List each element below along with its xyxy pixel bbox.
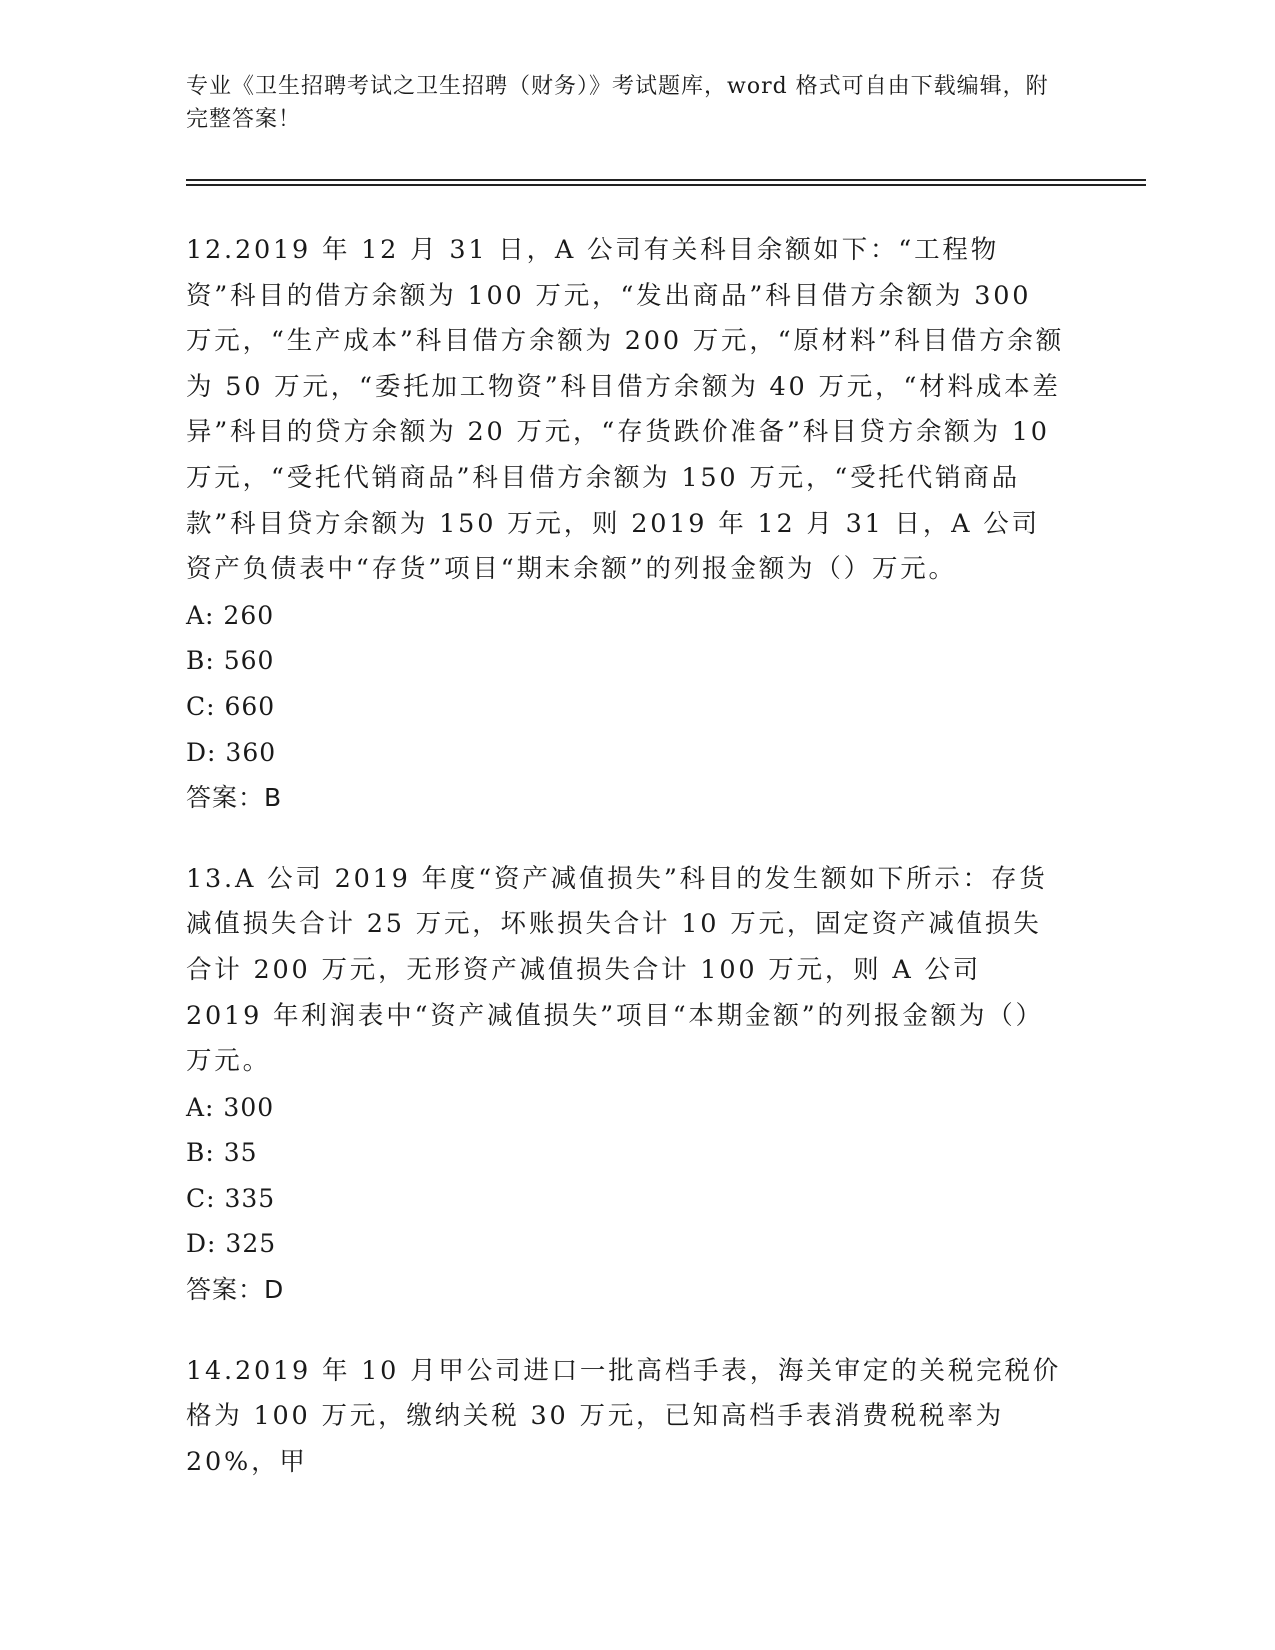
question-stem: 13.A 公司 2019 年度“资产减值损失”科目的发生额如下所示：存货减值损失合计 25 万元，坏账损失合计 10 万元，固定资产减值损失合计 200 万元，无形资产减值损失合计 100 万元，则 A 公司 2019 年利润表中“资产减值损失”项目“本期金额”的列报金额为（）万元。: [186, 863, 1048, 1077]
question-stem: 14.2019 年 10 月甲公司进口一批高档手表，海关审定的关税完税价格为 100 万元，缴纳关税 30 万元，已知高档手表消费税税率为 20%，甲: [186, 1355, 1062, 1477]
answer-line: 答案：B: [186, 783, 283, 813]
option-b: B: 35: [186, 1138, 258, 1168]
option-d: D: 325: [186, 1229, 277, 1259]
question-12: [186, 228, 1066, 821]
option-c: C: 335: [186, 1183, 276, 1213]
header-intro: 专业《卫生招聘考试之卫生招聘（财务）》考试题库，word 格式可自由下载编辑，附完整答案！: [186, 74, 1049, 132]
document-header: [186, 70, 1066, 136]
answer-line: 答案：D: [186, 1275, 285, 1305]
option-b: B: 560: [186, 646, 275, 676]
option-a: A: 300: [186, 1092, 275, 1122]
option-c: C: 660: [186, 691, 276, 721]
header-divider-bottom: [186, 184, 1146, 186]
question-stem: 12.2019 年 12 月 31 日，A 公司有关科目余额如下：“工程物资”科目的借方余额为 100 万元，“发出商品”科目借方余额为 300 万元，“生产成本”科目借方余额为 200 万元，“原材料”科目借方余额为 50 万元，“委托加工物资”科目借方余额为 40 万元，“材料成本差异”科目的贷方余额为 20 万元，“存货跌价准备”科目贷方余额为 10 万元，“受托代销商品”科目借方余额为 150 万元，“受托代销商品款”科目贷方余额为 150 万元，则 2019 年 12 月 31 日，A 公司资产负债表中“存货”项目“期末余额”的列报金额为（）万元。: [186, 235, 1065, 585]
option-d: D: 360: [186, 737, 277, 767]
question-13: [186, 857, 1066, 1313]
question-list: [186, 228, 1066, 1521]
question-14: [186, 1349, 1066, 1486]
header-divider-top: [186, 179, 1146, 181]
option-list: [186, 1085, 1066, 1267]
option-list: [186, 593, 1066, 775]
option-a: A: 260: [186, 600, 275, 630]
